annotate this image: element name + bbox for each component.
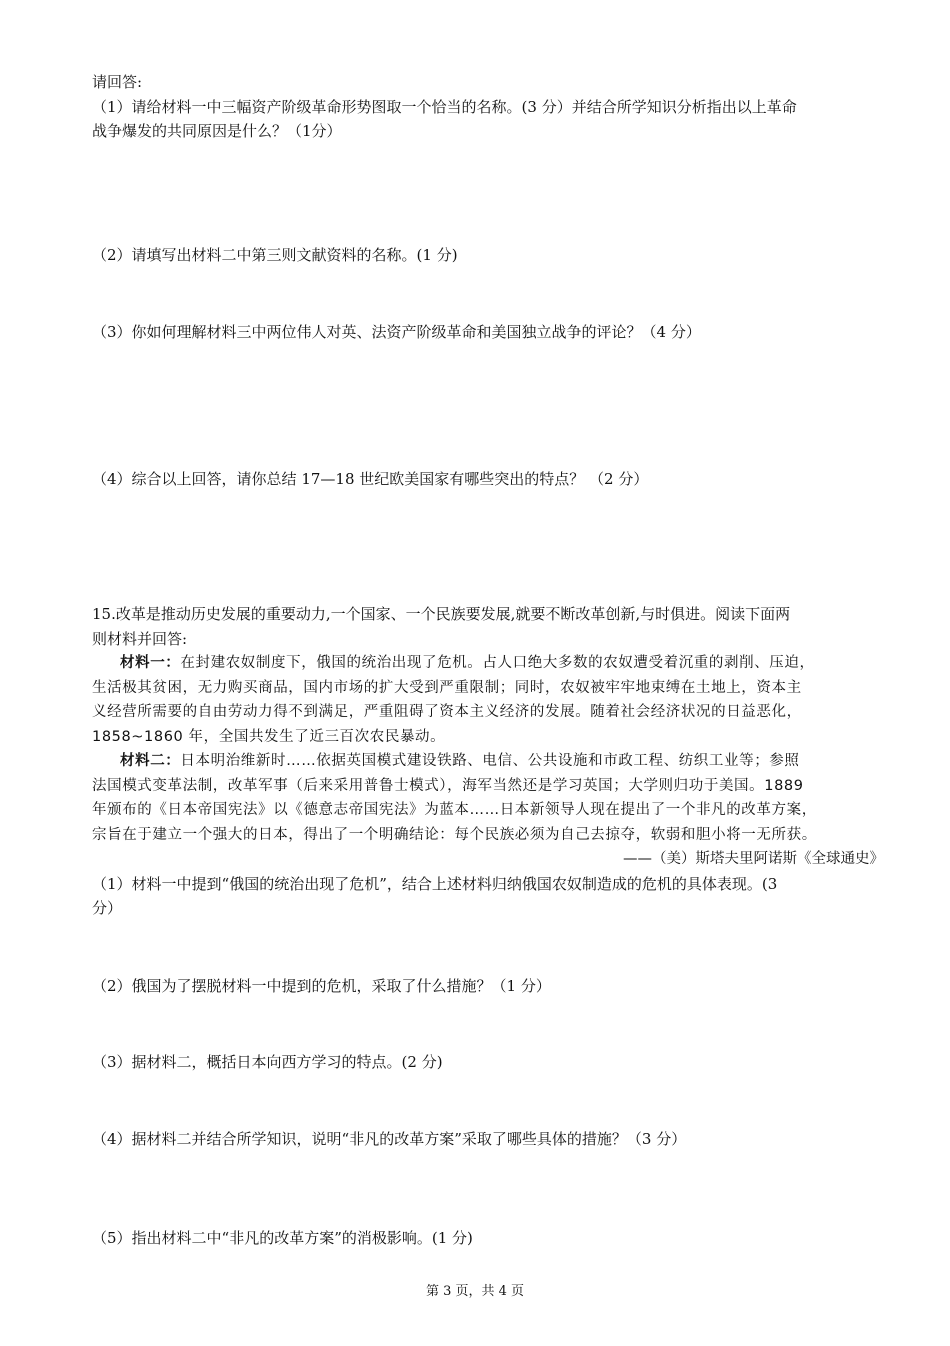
q15-part1-line1: （1）材料一中提到“俄国的统治出现了危机”，结合上述材料归纳俄国农奴制造成的危机的具体表现。(3 [92, 875, 778, 893]
q15-part4: （4）据材料二并结合所学知识，说明“非凡的改革方案”采取了哪些具体的措施？（3 分） [92, 1130, 687, 1148]
material-1-line4: 1858~1860 年，全国共发生了近三百次农民暴动。 [92, 729, 446, 745]
material-1-line2: 生活极其贫困，无力购买商品，国内市场的扩大受到严重限制；同时，农奴被牢牢地束缚在土地上，资本主 [92, 680, 802, 696]
material-2-label: 材料二： [120, 753, 181, 769]
q15-part2: （2）俄国为了摆脱材料一中提到的危机，采取了什么措施？（1 分） [92, 977, 551, 995]
material-2-line4: 宗旨在于建立一个强大的日本，得出了一个明确结论：每个民族必须为自己去掠夺，软弱和胆小将一无所获。 [92, 827, 817, 843]
material-2-text: 日本明治维新时……依据英国模式建设铁路、电信、公共设施和市政工程、纺织工业等；参照 [180, 753, 800, 769]
material-2-line2: 法国模式变革法制，改革军事（后来采用普鲁士模式），海军当然还是学习英国；大学则归功于美国。1889 [92, 778, 804, 794]
q14-part3: （3）你如何理解材料三中两位伟人对英、法资产阶级革命和美国独立战争的评论？（4 分） [92, 323, 701, 341]
q15-stem-line1: 15.改革是推动历史发展的重要动力,一个国家、一个民族要发展,就要不断改革创新,与时俱进。阅读下面两 [92, 605, 791, 623]
q14-part1-line1: （1）请给材料一中三幅资产阶级革命形势图取一个恰当的名称。(3 分）并结合所学知识分析指出以上革命 [92, 98, 797, 116]
q14-part1-line2: 战争爆发的共同原因是什么？（1分） [92, 122, 342, 140]
answer-intro: 请回答: [92, 73, 143, 91]
material-2-line3: 年颁布的《日本帝国宪法》以《德意志帝国宪法》为蓝本……日本新领导人现在提出了一个非凡的改革方案， [92, 802, 817, 818]
q14-part2: （2）请填写出材料二中第三则文献资料的名称。(1 分) [92, 246, 458, 264]
q14-part4: （4）综合以上回答，请你总结 17—18 世纪欧美国家有哪些突出的特点？ （2 分） [92, 470, 649, 488]
material-2-source: ——（美）斯塔夫里阿诺斯《全球通史》 [623, 851, 884, 867]
q15-part5: （5）指出材料二中“非凡的改革方案”的消极影响。(1 分) [92, 1229, 473, 1247]
material-1-label: 材料一： [120, 655, 181, 671]
material-1-line1 [120, 651, 815, 675]
material-2-line1 [120, 749, 800, 773]
q15-part3: （3）据材料二，概括日本向西方学习的特点。(2 分) [92, 1053, 443, 1071]
material-1-line3: 义经营所需要的自由劳动力得不到满足，严重阻碍了资本主义经济的发展。随着社会经济状况的日益恶化， [92, 704, 802, 720]
q15-part1-line2: 分） [92, 899, 123, 917]
q15-stem-line2: 则材料并回答: [92, 630, 188, 648]
material-1-text: 在封建农奴制度下，俄国的统治出现了危机。占人口绝大多数的农奴遭受着沉重的剥削、压迫， [180, 655, 815, 671]
page-number-footer: 第 3 页，共 4 页 [425, 1284, 525, 1299]
